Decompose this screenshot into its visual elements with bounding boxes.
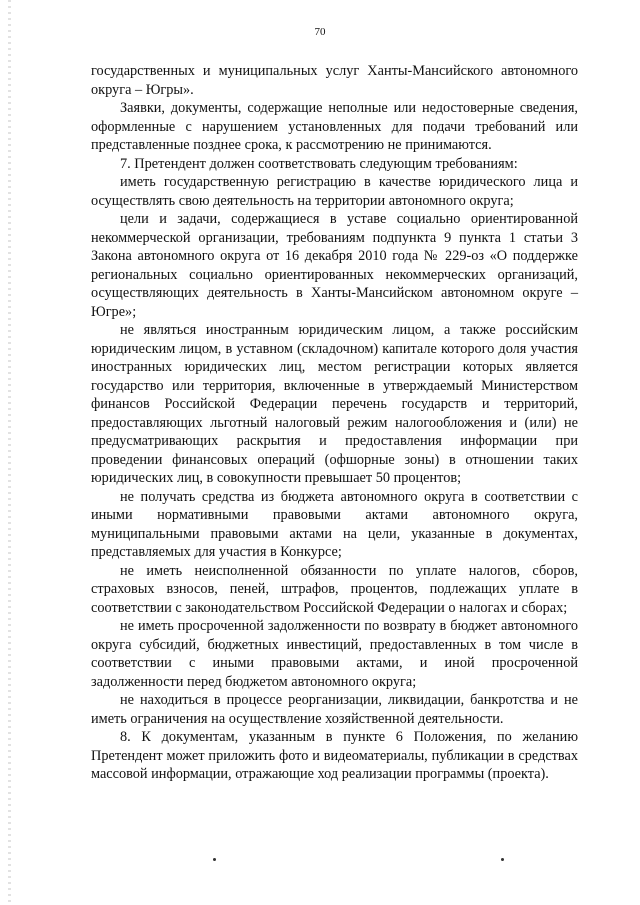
paragraph-requirement-not-foreign: не являться иностранным юридическим лицом, а также российским юридическим лицом, в уставном (складочном) капитале которого доля участия иностранных юридических лиц, местом регистрации которых является государство или территория, включенные в утверждаемый Министерством финансов Российской Федерации перечень государств и территорий, предоставляющих льготный налоговый режим налогообложения и (или) не предусматривающих раскрытия и предоставления информации при проведении финансовых операций (офшорные зоны) в отношении таких юридических лиц, в совокупности превышает 50 процентов;	[91, 322, 578, 486]
paragraph-requirement-registration: иметь государственную регистрацию в качестве юридического лица и осуществлять свою деятельность на территории автономного округа;	[91, 174, 578, 209]
paragraph-requirement-not-reorganizing: не находиться в процессе реорганизации, ликвидации, банкротства и не иметь ограничения на осуществление хозяйственной деятельности.	[91, 692, 578, 727]
paragraph-requirement-no-other-funds: не получать средства из бюджета автономного округа в соответствии с иными нормативными правовыми актами автономного округа, муниципальными правовыми актами на цели, указанные в документах, представляемых для участия в Конкурсе;	[91, 488, 578, 560]
paragraph-item-7: 7. Претендент должен соответствовать следующим требованиям:	[120, 155, 518, 172]
paragraph-item-8: 8. К документам, указанным в пункте 6 Положения, по желанию Претендент может приложить фото и видеоматериалы, публикации в средствах массовой информации, отражающие ход реализации программы (проекта).	[91, 729, 578, 782]
document-body	[91, 62, 578, 784]
paragraph-requirement-goals: цели и задачи, содержащиеся в уставе социально ориентированной некоммерческой организации, требованиям подпункта 9 пункта 1 статьи 3 Закона автономного округа от 16 декабря 2010 года № 229-оз «О поддержке региональных социально ориентированных некоммерческих организаций, осуществляющих деятельность в Ханты-Мансийском автономном округе – Югре»;	[91, 211, 578, 320]
paragraph-rejection-note: Заявки, документы, содержащие неполные или недостоверные сведения, оформленные с нарушением установленных для подачи требований или представленные позднее срока, к рассмотрению не принимаются.	[91, 100, 578, 153]
scan-edge	[8, 0, 11, 905]
paragraph-requirement-no-budget-debt: не иметь просроченной задолженности по возврату в бюджет автономного округа субсидий, бюджетных инвестиций, предоставленных в том числе в соответствии с иными правовыми актами, и иной просроченной задолженности перед бюджетом автономного округа;	[91, 618, 578, 690]
page-number: 70	[314, 26, 326, 38]
paragraph-continuation: государственных и муниципальных услуг Ханты-Мансийского автономного округа – Югры».	[91, 63, 578, 98]
paragraph-requirement-no-tax-debt: не иметь неисполненной обязанности по уплате налогов, сборов, страховых взносов, пеней, штрафов, процентов, подлежащих уплате в соответствии с законодательством Российской Федерации о налогах и сборах;	[91, 562, 578, 616]
scan-speck	[213, 858, 216, 861]
scan-speck	[501, 858, 504, 861]
